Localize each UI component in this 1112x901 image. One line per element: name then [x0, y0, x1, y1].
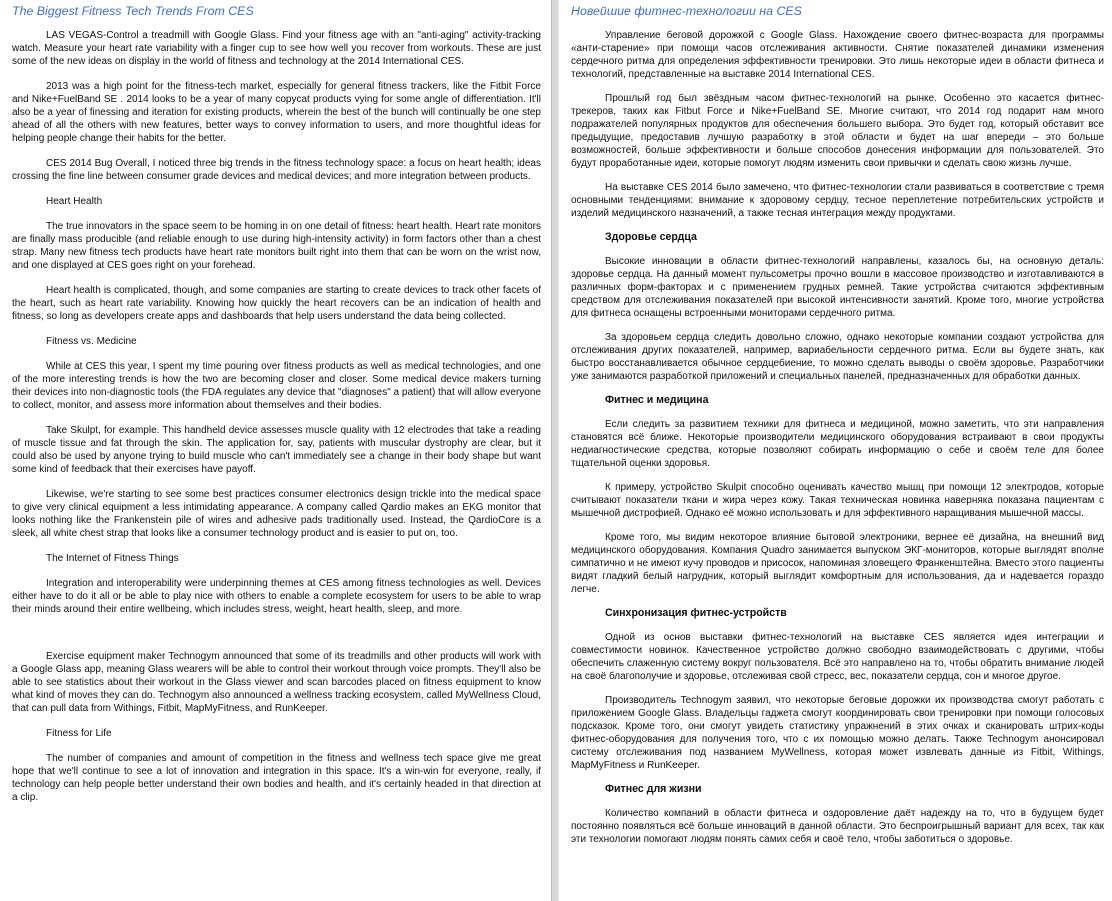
paragraph: За здоровьем сердца следить довольно сложно, однако некоторые компании создают устройства для отслеживания других показателей, например, вариабельности сердечного ритма. Если вы будете знать, как быстро восстанавливается обычное сердцебиение, то можно сделать выводы о своём здоровье. Разработчики уже занимаются разработкой приложений и специальных панелей, предназначенных для обработки данных. — [571, 332, 1104, 382]
paragraph: Take Skulpt, for example. This handheld device assesses muscle quality with 12 electrodes that take a reading of muscle tissue and fat through the skin. The application for, say, patients with muscular dystrophy are clear, but it could also be used by anyone trying to build muscle who can't immediately see a change in their body shape but want some kind of feedback that their exercises have payoff. — [12, 425, 541, 475]
paragraph: Integration and interoperability were underpinning themes at CES among fitness technologies as well. Devices either have to do it all or be able to play nice with others to enable a complete ecosystem for users to be able to wrap their minds around their entire wellbeing, which includes stress, weight, heart health, sleep, and more. — [12, 578, 541, 615]
paragraph: Производитель Technogym заявил, что некоторые беговые дорожки их производства смогут работать с приложением Google Glass. Владельцы гаджета смогут координировать свои тренировки при помощи голосовых подсказок. Кроме того, они смогут увидеть статистику упражнений в этих очках и сканировать штрих-коды фитнес-оборудования для получения того, что с их помощью можно делать. Также Technogym анонсировал систему отслеживания под названием MyWellness, которая может извлевать данные из Fitbit, Withings, MapMyFitness и RunKeeper. — [571, 695, 1104, 771]
paragraph: The number of companies and amount of competition in the fitness and wellness tech space give me great hope that we'll continue to see a lot of innovation and integration in this space. It's a win-win for everyone, really, if technology can help people better understand their own bodies and health, and it's certainly headed in that direction at a clip. — [12, 753, 541, 803]
section-heading: Синхронизация фитнес-устройств — [605, 607, 787, 619]
paragraph: While at CES this year, I spent my time pouring over fitness products as well as medical technologies, and one of the more interesting trends is how the two are becoming closer and closer. Some medical device makers turning their devices into non-diagnostic tools (the FDA regulates any device that "diagnoses" a patient) that will allow everyone to collect, monitor, and assess more information about themselves and their bodies. — [12, 361, 541, 411]
paragraph: Управление беговой дорожкой с Google Glass. Нахождение своего фитнес-возраста для программы «анти-старение» при помощи часов отслеживания активности. Снятие показателей динамики изменения сердечного ритма для определения эффективности тренировки. Это лишь некоторые идеи в области фитнеса и технологий, представленные на выставке 2014 International CES. — [571, 30, 1104, 80]
paragraph: Если следить за развитием техники для фитнеса и медициной, можно заметить, что эти направления становятся всё ближе. Некоторые производители медицинского оборудования встраивают в свои продукты недиагностические средства, которые позволяют собирать информацию о себе и своём теле для более тщательной оценки здоровья. — [571, 419, 1104, 469]
section-heading: Fitness for Life — [46, 728, 112, 739]
paragraph: Одной из основ выставки фитнес-технологий на выставке CES является идея интеграции и совместимости новинок. Качественное устройство должно свободно взаимодействовать с другими, чтобы обеспечить слаженную систему вокруг пользователя. Всё это направлено на то, чтобы обратить внимание людей на своё благополучие и здоровье, отслеживая свой стресс, вес, показатели сердца, сон и многое другое. — [571, 632, 1104, 682]
paragraph: The true innovators in the space seem to be homing in on one detail of fitness: heart health. Heart rate monitors are finally mass producible (and reliable enough to use during high-intensity activity) in form factors other than a chest strap. Many new fitness tech products have heart rate monitors built right into them that can be worn on the wrist now, and one displayed at CES goes right on your forehead. — [12, 221, 541, 271]
section-heading: Фитнес для жизни — [605, 783, 702, 795]
section-heading: Здоровье сердца — [605, 231, 697, 243]
section-heading: Heart Health — [46, 196, 103, 207]
english-body — [12, 29, 541, 804]
english-column — [0, 0, 551, 901]
paragraph: Количество компаний в области фитнеса и оздоровление даёт надежду на то, что в будущем будет постоянно появляться всё больше инноваций в данной области. Это беспроигрышный вариант для всех, так как эти технологии помогают людям понять самих себя и своё тело, чтобы заботиться о здоровье. — [571, 808, 1104, 845]
russian-column — [557, 0, 1112, 901]
paragraph: Прошлый год был звёздным часом фитнес-технологий на рынке. Особенно это касается фитнес-трекеров, таких как Fitbut Force и Nike+FuelBand SE. Многие считают, что 2014 год подарит нам много подражателей популярных продуктов для обеспечения большего выбора. Это будет год, который обставит все предыдущие, предоставив лучшую разработку в этой области и будет на шаг впереди – это больше возможностей, больше эффективности и больше способов донесения информации для пользователей. Это будут проработанные идеи, которые помогут людям изменить свои привычки и сделать свою жизнь лучше. — [571, 93, 1104, 169]
paragraph: 2013 was a high point for the fitness-tech market, especially for general fitness trackers, like the Fitbit Force and Nike+FuelBand SE . 2014 looks to be a year of many copycat products vying for some angle of differentiation. It'll also be a year of finessing and iteration for existing products, wherein the best of the bunch will continually be one step ahead of all the others with new features, better ways to convey information to users, and more thoughtful ideas for helping people change their habits for the better. — [12, 81, 541, 144]
english-title: The Biggest Fitness Tech Trends From CES — [12, 4, 254, 18]
section-heading: Фитнес и медицина — [605, 394, 709, 406]
paragraph: На выставке CES 2014 было замечено, что фитнес-технологии стали развиваться в соответствие с тремя основными тенденциями: внимание к здоровому сердцу, тесное переплетение потребительских устройств и изделий медицинского назначений, а также тесная интеграция между продуктами. — [571, 182, 1104, 219]
blank-line — [12, 628, 541, 650]
paragraph: Likewise, we're starting to see some best practices consumer electronics design trickle into the medical space to give very clinical equipment a less intimidating appearance. A company called Qardio makes an EKG monitor that looks nothing like the Frankenstein pile of wires and adhesive pads traditionally used. Instead, the QardioCore is a sleek, all white chest strap that looks like a consumer technology product and is easier to put on, too. — [12, 489, 541, 539]
paragraph: Exercise equipment maker Technogym announced that some of its treadmills and other products will work with a Google Glass app, meaning Glass wearers will be able to control their workout through voice prompts. They'll also be able to see statistics about their workout in the Glass viewer and scan barcodes placed on fitness equipment to know what kind of moves they can do. Technogym also announced a wellness tracking ecosystem, called MyWellness Cloud, that can pull data from Withings, Fitbit, MapMyFitness, and RunKeeper. — [12, 651, 541, 714]
paragraph: Высокие инновации в области фитнес-технологий направлены, казалось бы, на основную деталь: здоровье сердца. На данный момент пульсометры прочно вошли в массовое производство и изготавливаются в различных форм-факторах и с применением грудных ремней. Такие устройства считаются эффективным средством для отслеживания показателей при высокой интенсивности занятий. Кроме того, многие устройства для фитнеса оснащены встроенными мониторами сердечного ритма. — [571, 256, 1104, 319]
paragraph: CES 2014 Bug Overall, I noticed three big trends in the fitness technology space: a focus on heart health; ideas crossing the fine line between consumer grade devices and medical devices; and more integration between products. — [12, 158, 541, 182]
paragraph: К примеру, устройство Skulpit способно оценивать качество мышц при помощи 12 электродов, которые считывают показатели ткани и жира через кожу. Такая техническая новинка наверняка показана пациентам с мышечной дистрофией. Однако её можно использовать и для эффективного наращивания мышечной массы. — [571, 482, 1104, 519]
paragraph: LAS VEGAS-Control a treadmill with Google Glass. Find your fitness age with an "anti-aging" activity-tracking watch. Measure your heart rate variability with a finger cup to see how well you recover from workouts. These are just some of the new ideas on display in the world of fitness and technology at the 2014 International CES. — [12, 30, 541, 67]
paragraph: Heart health is complicated, though, and some companies are starting to create devices to track other facets of the heart, such as heart rate variability. Knowing how quickly the heart recovers can be an indication of health and fitness, so long as developers create apps and dashboards that help users understand the data being collected. — [12, 285, 541, 322]
section-heading: The Internet of Fitness Things — [46, 553, 179, 564]
section-heading: Fitness vs. Medicine — [46, 336, 137, 347]
paragraph: Кроме того, мы видим некоторое влияние бытовой электроники, вернее её дизайна, на внешний вид медицинского оборудования. Компания Quadro занимается выпуском ЭКГ-мониторов, которые выглядят вполне симпатично и не имеют кучу проводов и присосок, напоминая зловещего Франкенштейна. Вместо этого пациенты видят гладкий белый нагрудник, который выглядит комфортным для использования, да и надевается гораздо легче. — [571, 532, 1104, 595]
russian-title: Новейшие фитнес-технологии на CES — [571, 4, 802, 18]
russian-body — [571, 29, 1104, 846]
